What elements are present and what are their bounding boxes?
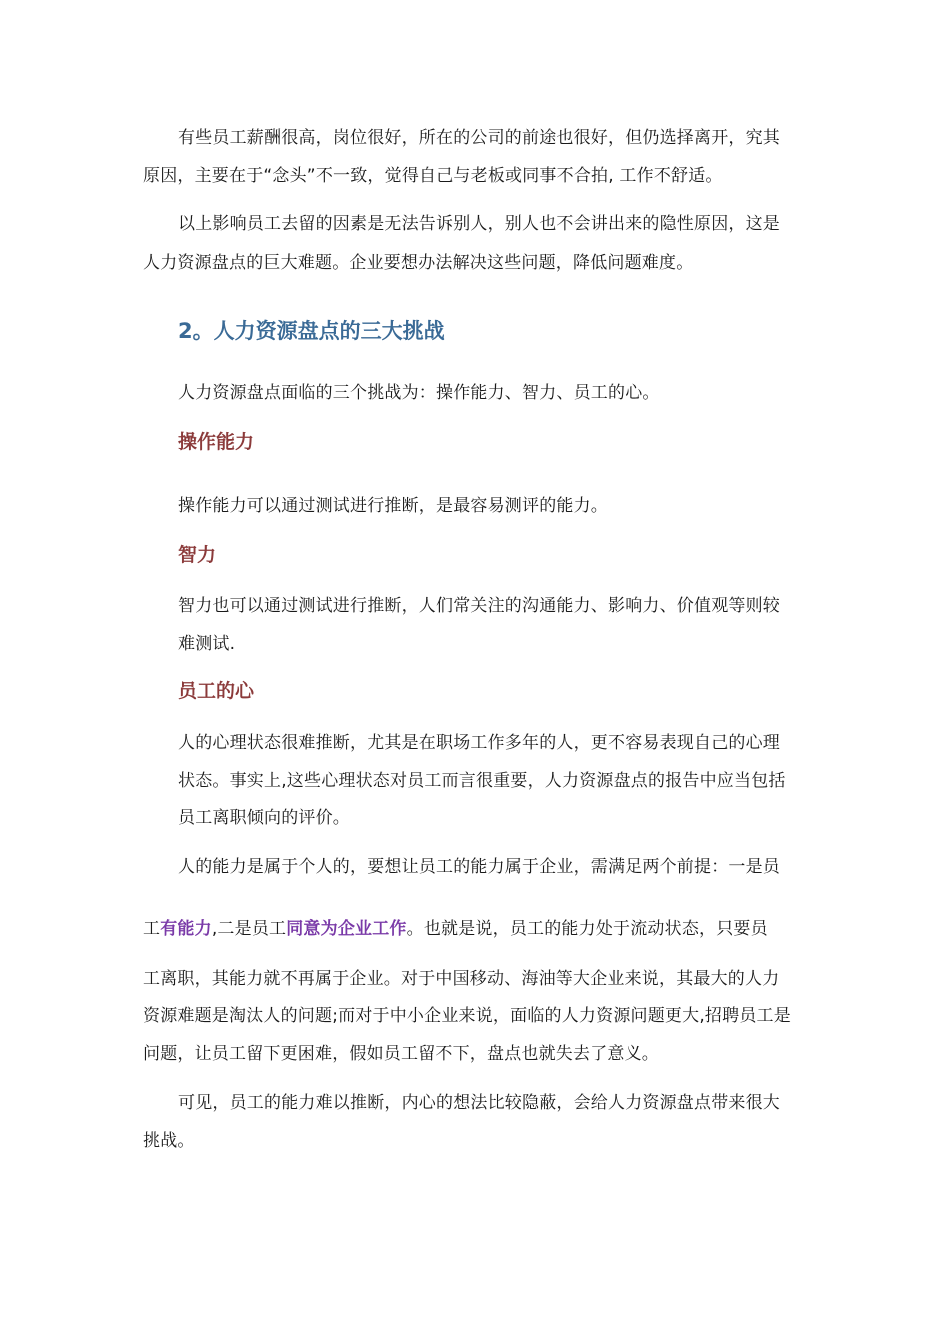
- section-heading: 2。人力资源盘点的三大挑战: [178, 319, 445, 343]
- paragraph-line: [143, 917, 768, 941]
- subheading-operate: 操作能力: [178, 431, 255, 453]
- paragraph-line: 问题，让员工留下更困难，假如员工留不下，盘点也就失去了意义。: [143, 1044, 659, 1064]
- paragraph-line: 人的心理状态很难推断，尤其是在职场工作多年的人，更不容易表现自己的心理: [178, 733, 780, 753]
- emphasis-text: 同意为企业工作: [286, 919, 407, 939]
- paragraph-line: 状态。事实上,这些心理状态对员工而言很重要，人力资源盘点的报告中应当包括: [178, 771, 786, 791]
- paragraph-line: 操作能力可以通过测试进行推断，是最容易测评的能力。: [178, 496, 608, 516]
- paragraph-line: 资源难题是淘汰人的问题;而对于中小企业来说，面临的人力资源问题更大,招聘员工是: [143, 1006, 791, 1026]
- text-run: 。也就是说，员工的能力处于流动状态，只要员: [406, 919, 768, 939]
- paragraph-line: 以上影响员工去留的因素是无法告诉别人，别人也不会讲出来的隐性原因，这是: [178, 214, 780, 234]
- intro-text: 人力资源盘点面临的三个挑战为：操作能力、智力、员工的心。: [178, 383, 660, 403]
- paragraph-line: 人力资源盘点的巨大难题。企业要想办法解决这些问题，降低问题难度。: [143, 253, 694, 273]
- paragraph-line: 有些员工薪酬很高，岗位很好，所在的公司的前途也很好，但仍选择离开，究其: [178, 128, 780, 148]
- emphasis-text: 有能力: [160, 919, 212, 939]
- text-run: 工: [143, 919, 161, 939]
- paragraph-line: 智力也可以通过测试进行推断，人们常关注的沟通能力、影响力、价值观等则较: [178, 596, 780, 616]
- paragraph-line: 工离职，其能力就不再属于企业。对于中国移动、海油等大企业来说，其最大的人力: [143, 969, 780, 989]
- paragraph-line: 员工离职倾向的评价。: [178, 808, 350, 828]
- paragraph-line: 人的能力是属于个人的，要想让员工的能力属于企业，需满足两个前提：一是员: [178, 857, 780, 877]
- paragraph-line: 原因，主要在于“念头”不一致，觉得自己与老板或同事不合拍, 工作不舒适。: [143, 166, 723, 186]
- subheading-intellect: 智力: [178, 544, 217, 566]
- paragraph-line: 难测试.: [178, 634, 236, 654]
- text-run: ,二是员工: [211, 919, 287, 939]
- paragraph-line: 挑战。: [143, 1131, 195, 1151]
- subheading-heart: 员工的心: [178, 680, 255, 702]
- paragraph-line: 可见，员工的能力难以推断，内心的想法比较隐蔽，会给人力资源盘点带来很大: [178, 1093, 780, 1113]
